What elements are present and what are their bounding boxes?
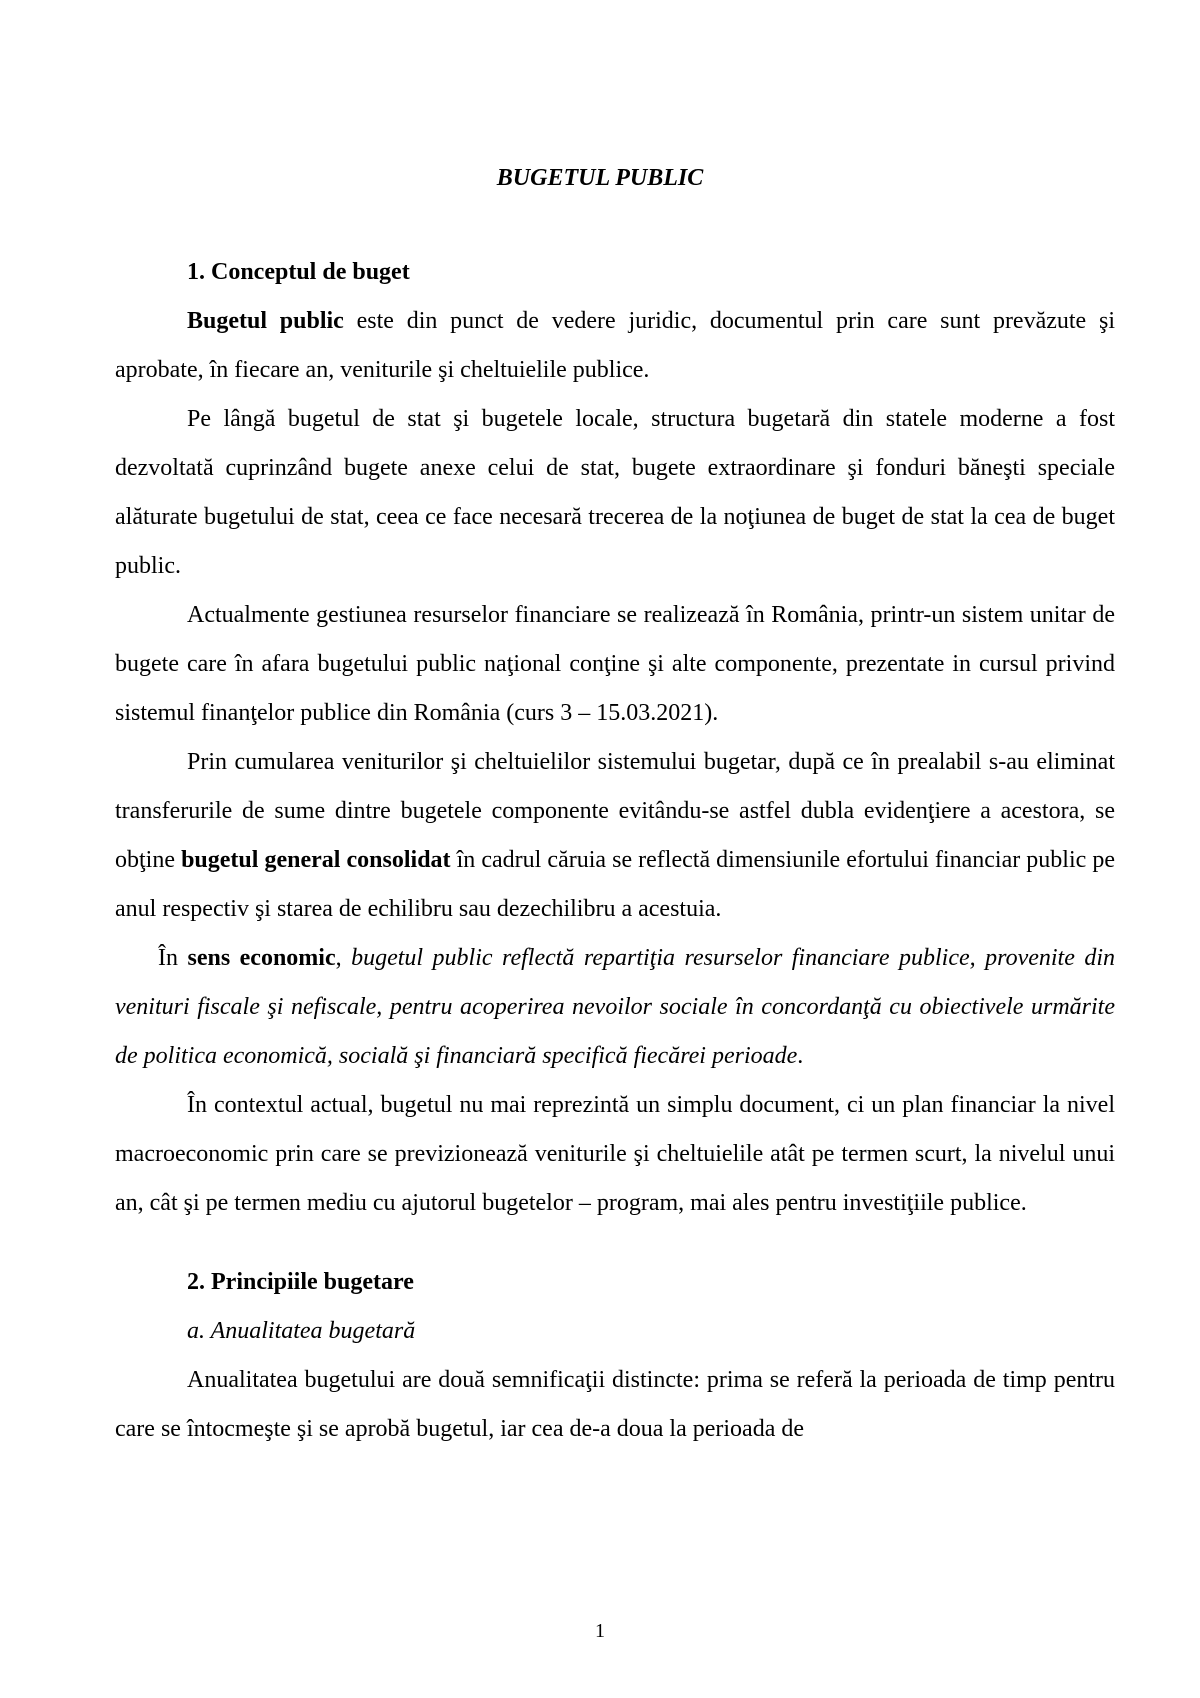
paragraph-economic-comma: ,: [335, 945, 352, 971]
paragraph-economic-italic: bugetul public reflectă repartiţia resurselor financiare publice, provenite din venituri fiscale şi nefiscale, pentru acoperirea nevoilor sociale în concordanţă cu obiectivele urmărite de politica economică, socială şi financiară specifică fiecărei perioade: [115, 945, 1116, 1069]
section-heading-concept: 1. Conceptul de buget: [187, 259, 410, 285]
paragraph-consolidated-start: Prin cumularea veniturilor şi cheltuielilor sistemului bugetar, după ce în prealabil s-au eliminat transferurile de sume dintre bugetele componente evitându-se astfel dubla evidenţiere a acestora, se obţine: [115, 749, 1115, 873]
paragraph-annuality: Anualitatea bugetului are două semnificaţii distincte: prima se referă la perioada de timp pentru care se întocmeşte şi se aprobă bugetul, iar cea de-a doua la perioada de: [115, 1367, 1115, 1442]
page-number: 1: [595, 1620, 605, 1642]
paragraph-structure: Pe lângă bugetul de stat şi bugetele locale, structura bugetară din statele moderne a fost dezvoltată cuprinzând bugete anexe celui de stat, bugete extraordinare şi fonduri băneşti speciale alăturate bugetului de stat, ceea ce face necesară trecerea de la noţiunea de buget de stat la cea de buget public.: [115, 406, 1115, 579]
term-bugetul-public: Bugetul public: [187, 308, 344, 334]
paragraph-resources: Actualmente gestiunea resurselor financiare se realizează în România, printr-un sistem unitar de bugete care în afara bugetului public naţional conţine şi alte componente, prezentate in cursul privind sistemul finanţelor publice din România (curs 3 – 15.03.2021).: [115, 602, 1115, 726]
term-sens-economic: sens economic: [187, 945, 336, 971]
paragraph-consolidated: [115, 738, 1115, 934]
paragraph-consolidated-end: în cadrul căruia se reflectă dimensiunile efortului financiar public pe anul respectiv şi starea de echilibru sau dezechilibru a acestuia.: [115, 847, 1115, 922]
paragraph-economic-start: În: [158, 945, 188, 971]
section-heading-principles: 2. Principiile bugetare: [187, 1269, 414, 1295]
paragraph-definition-text: este din punct de vedere juridic, documentul prin care sunt prevăzute şi aprobate, în fiecare an, veniturile şi cheltuielile publice.: [115, 308, 1116, 383]
document-title: BUGETUL PUBLIC: [496, 165, 704, 191]
paragraph-context: În contextul actual, bugetul nu mai reprezintă un simplu document, ci un plan financiar la nivel macroeconomic prin care se previzionează veniturile şi cheltuielile atât pe termen scurt, la nivelul unui an, cât şi pe termen mediu cu ajutorul bugetelor – program, mai ales pentru investiţiile publice.: [115, 1092, 1115, 1216]
subheading-annuality: a. Anualitatea bugetară: [187, 1318, 416, 1344]
document-body: [115, 248, 1115, 1454]
paragraph-definition: [115, 297, 1115, 395]
term-buget-consolidat: bugetul general consolidat: [181, 847, 451, 873]
paragraph-economic-sense: [115, 934, 1115, 1081]
paragraph-economic-end: .: [797, 1043, 804, 1069]
